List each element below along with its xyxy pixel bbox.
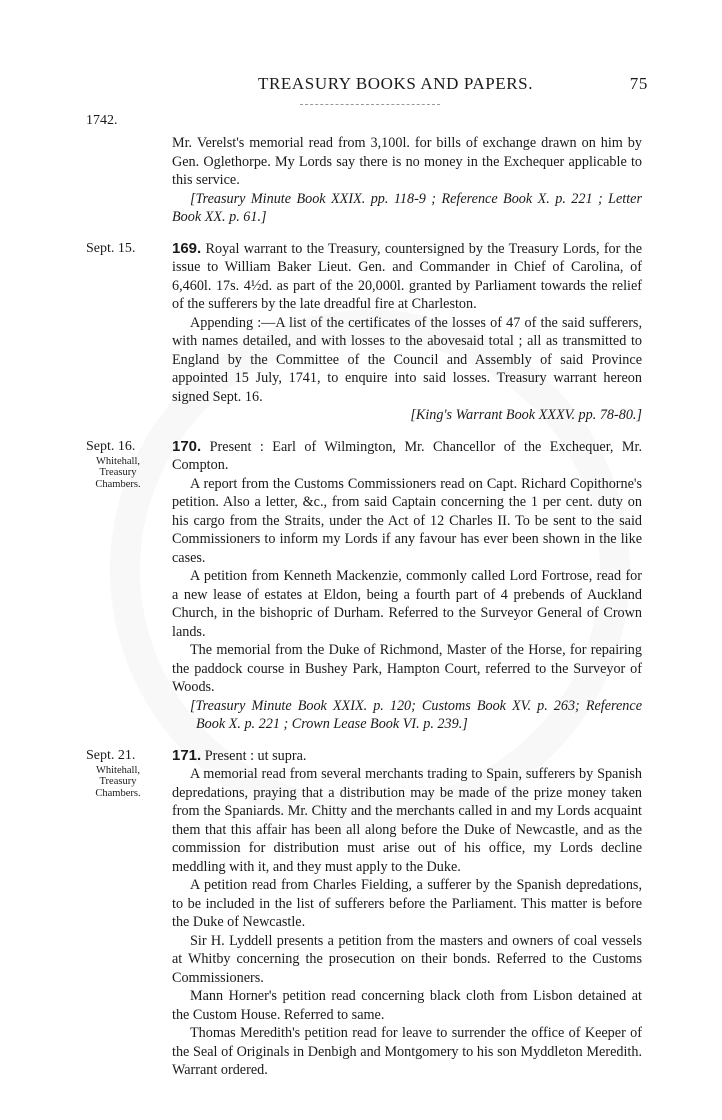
entry-body — [172, 747, 642, 1080]
entry-paragraph: Mann Horner's petition read concerning black cloth from Lisbon detained at the Custom House. Referred to same. — [172, 988, 642, 1023]
margin-note — [86, 438, 166, 491]
entry-paragraph: 169. Royal warrant to the Treasury, countersigned by the Treasury Lords, for the issue to William Baker Lieut. Gen. and Commander in Chief of Carolina, of 6,460l. 17s. 4½d. as part of the 20,000l. granted by Parliament towards the relief of the sufferers by the late dreadful fire at Charleston. — [172, 239, 642, 312]
entry-paragraph: Mr. Verelst's memorial read from 3,100l. for bills of exchange drawn on him by Gen. Oglethorpe. My Lords say there is no money in the Exchequer applicable to this service. — [172, 135, 642, 188]
entry-171 — [0, 747, 722, 1080]
entry-paragraph: 171. Present : ut supra. — [172, 746, 307, 764]
entry-1742 — [0, 112, 722, 227]
entry-date: Sept. 16. — [86, 438, 136, 454]
entry-number: 170. — [172, 437, 202, 455]
entry-paragraph: Thomas Meredith's petition read for leave to surrender the office of Keeper of the Seal of Originals in Denbigh and Montgomery to his son Myddleton Meredith. Warrant ordered. — [172, 1025, 642, 1078]
entry-date: Sept. 21. — [86, 747, 136, 763]
entry-paragraph: A petition from Kenneth Mackenzie, commonly called Lord Fortrose, read for a new lease of estates at Eldon, being a fourth part of 4 prebends of Auckland Church, in the bishopric of Durham. Referred to the Surveyor General of Crown lands. — [172, 568, 642, 640]
entry-paragraph: Appending :—A list of the certificates of the losses of 47 of the said sufferers, with names detailed, and with losses to the abovesaid total ; all as transmitted to England by the Committee of the Council and Assembly of said Province appointed 15 July, 1741, to enquire into said losses. Treasury warrant hereon signed Sept. 16. — [172, 314, 642, 405]
entry-body — [172, 240, 642, 425]
entry-paragraph: Sir H. Lyddell presents a petition from the masters and owners of coal vessels at Whitby concerning the prosecution on their bonds. Referred to the Customs Commissioners. — [172, 932, 642, 986]
header-rule — [300, 104, 440, 105]
margin-note — [86, 747, 166, 800]
entry-date: Sept. 15. — [86, 240, 136, 256]
entry-date: 1742. — [86, 113, 118, 128]
entry-reference: [Treasury Minute Book XXIX. pp. 118-9 ; Reference Book X. p. 221 ; Letter Book XX. p. 61.] — [172, 190, 642, 225]
entry-reference: [Treasury Minute Book XXIX. p. 120; Customs Book XV. p. 263; Reference Book X. p. 221 ; Crown Lease Book VI. p. 239.] — [190, 697, 642, 732]
entry-place: Whitehall, Treasury Chambers. — [95, 455, 141, 490]
entry-body — [172, 112, 642, 227]
entry-paragraph: A memorial read from several merchants trading to Spain, sufferers by Spanish depredations, praying that a distribution may be made of the prize money taken from the Spaniards. Mr. Chitty and the merchants called in and my Lords acquaint them that this affair has been all along before the Duke of Newcastle, and as the commission for distribution must arise out of his office, my Lords decline meddling with it, and they must apply to the Duke. — [172, 766, 642, 875]
margin-note — [86, 112, 166, 130]
entry-paragraph: The memorial from the Duke of Richmond, Master of the Horse, for repairing the paddock course in Bushey Park, Hampton Court, referred to the Surveyor of Woods. — [172, 642, 642, 695]
margin-note — [86, 240, 166, 258]
entry-body — [172, 438, 642, 734]
entry-170 — [0, 438, 722, 734]
running-title: TREASURY BOOKS AND PAPERS. — [258, 74, 534, 93]
page-number: 75 — [629, 74, 648, 93]
entry-place: Whitehall, Treasury Chambers. — [95, 764, 141, 799]
entry-number: 171. — [172, 746, 202, 764]
entry-number: 169. — [172, 239, 202, 257]
entry-paragraph: A petition read from Charles Fielding, a sufferer by the Spanish depredations, to be included in the list of sufferers before the Parliament. This matter is before the Duke of Newcastle. — [172, 877, 642, 930]
entry-reference: [King's Warrant Book XXXV. pp. 78-80.] — [410, 407, 642, 423]
entry-169 — [0, 240, 722, 425]
entries-list — [0, 112, 722, 1093]
entry-paragraph: 170. Present : Earl of Wilmington, Mr. Chancellor of the Exchequer, Mr. Compton. — [172, 437, 642, 473]
entry-paragraph: A report from the Customs Commissioners read on Capt. Richard Copithorne's petition. Also a letter, &c., from said Captain concerning the 1 per cent. duty on his cargo from the Straits, under the Act of 12 Charles II. To be sent to the said Commissioners to inform my Lords if any favour has ever been shown in the like cases. — [172, 475, 642, 566]
